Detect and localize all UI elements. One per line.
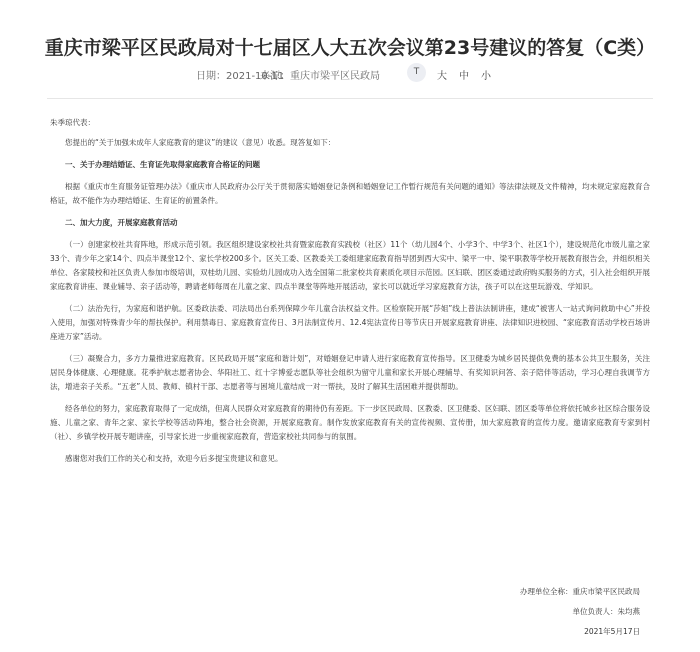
section2-paragraph-3: （三）凝聚合力，多方力量推进家庭教育。区民政局开展“家庭和谐计划”，对婚姻登记申请人进行家庭教育宣传指导。区卫健委为城乡居民提供免费的基本公共卫生服务，关注居民身体健康、心理健康。花季护航志愿者协会、华阳社工、红十字博爱志愿队等社会组织为留守儿童和家长开展心理辅导、有奖知识问答、亲子陪伴等活动，学习心理自我调节方法，增进亲子关系。“五老”人员、教师、镇村干部、志愿者等与困境儿童结成一对一帮扶，及时了解其生活困难并提供帮助。: [50, 354, 650, 391]
section2-heading: 二、加大力度，开展家庭教育活动: [65, 218, 178, 227]
header-divider: [47, 98, 653, 99]
closing-paragraph: 感谢您对我们工作的关心和支持，欢迎今后多提宝贵建议和意见。: [65, 454, 283, 463]
article-body: [50, 116, 650, 474]
font-size-small-button[interactable]: 小: [481, 71, 491, 82]
section1-heading: 一、关于办理结婚证、生育证先取得家庭教育合格证的问题: [65, 160, 260, 169]
signature-leader: 单位负责人：朱均燕: [572, 607, 640, 616]
signature-date: 2021年5月17日: [584, 627, 640, 636]
article-source: 来源：重庆市梁平区民政局: [260, 71, 380, 82]
font-size-large-button[interactable]: 大: [437, 71, 447, 82]
conclusion-paragraph: 经各单位的努力，家庭教育取得了一定成绩，但离人民群众对家庭教育的期待仍有差距。下一步区民政局、区教委、区卫健委、区妇联、团区委等单位将依托城乡社区综合服务设施、儿童之家、青年之家、家长学校等活动阵地，整合社会资源，开展家庭教育。制作发放家庭教育有关的宣传视频、宣传册，加大家庭教育的宣传力度。邀请家庭教育专家到村（社）、乡镇学校开展专题讲座，引导家长进一步重视家庭教育，营造家校社共同参与的氛围。: [50, 404, 650, 441]
greeting: 朱季琼代表：: [50, 118, 95, 127]
font-size-medium-button[interactable]: 中: [459, 71, 469, 82]
publish-date: 日期：2021-10-11: [196, 71, 285, 82]
section2-paragraph-2: （二）法治先行，为家庭和谐护航。区委政法委、司法局出台系列保障少年儿童合法权益文件。区检察院开展“莎姐”线上普法法制讲座，建成“被害人一站式询问救助中心”并投入使用，加强对特殊青少年的帮扶保护。利用禁毒日、家庭教育宣传日、3月法制宣传月、12.4宪法宣传日等节庆日开展家庭教育讲座、法律知识进校园、“家庭教育活动学校百场讲座进万家”活动。: [50, 304, 650, 341]
intro-paragraph: 您提出的“关于加强未成年人家庭教育的建议”的建议（意见）收悉。现答复如下：: [65, 138, 336, 147]
signature-unit: 办理单位全称：重庆市梁平区民政局: [520, 587, 640, 596]
font-size-icon: T: [407, 63, 426, 82]
article-title: 重庆市梁平区民政局对十七届区人大五次会议第23号建议的答复（C类）: [44, 37, 656, 59]
signature-block: [340, 582, 640, 642]
article-meta: [0, 66, 700, 80]
section2-paragraph-1: （一）创建家校社共育阵地，形成示范引领。我区组织建设家校社共育暨家庭教育实践校（社区）11个（幼儿园4个、小学3个、中学3个、社区1个），建设规范化市级儿童之家33个、青少年之家14个、四点半课堂12个、家长学校200多个。区关工委、区教委关工委组建家庭教育指导团到西大实中、梁平一中、梁平职教等学校开展教育报告会，并组织相关单位、各家陵校和社区负责人参加市级培训，双桂幼儿园、实验幼儿园成功入选全国第二批家校共育素质化项目示范园。区妇联、团区委通过政府购买服务的方式，引入社会组织开展家庭教育讲座、课业辅导、亲子活动等，聘请老师每周在儿童之家、四点半课堂等阵地开展活动，家长可以就近学习家庭教育方法，孩子可以在这里玩游戏、学知识。: [50, 240, 650, 291]
section1-paragraph: 根据《重庆市生育服务证管理办法》《重庆市人民政府办公厅关于贯彻落实婚姻登记条例和婚姻登记工作暂行规范有关问题的通知》等法律法规及文件精神，均未规定家庭教育合格证，故不能作为办理结婚证、生育证的前置条件。: [50, 182, 650, 205]
